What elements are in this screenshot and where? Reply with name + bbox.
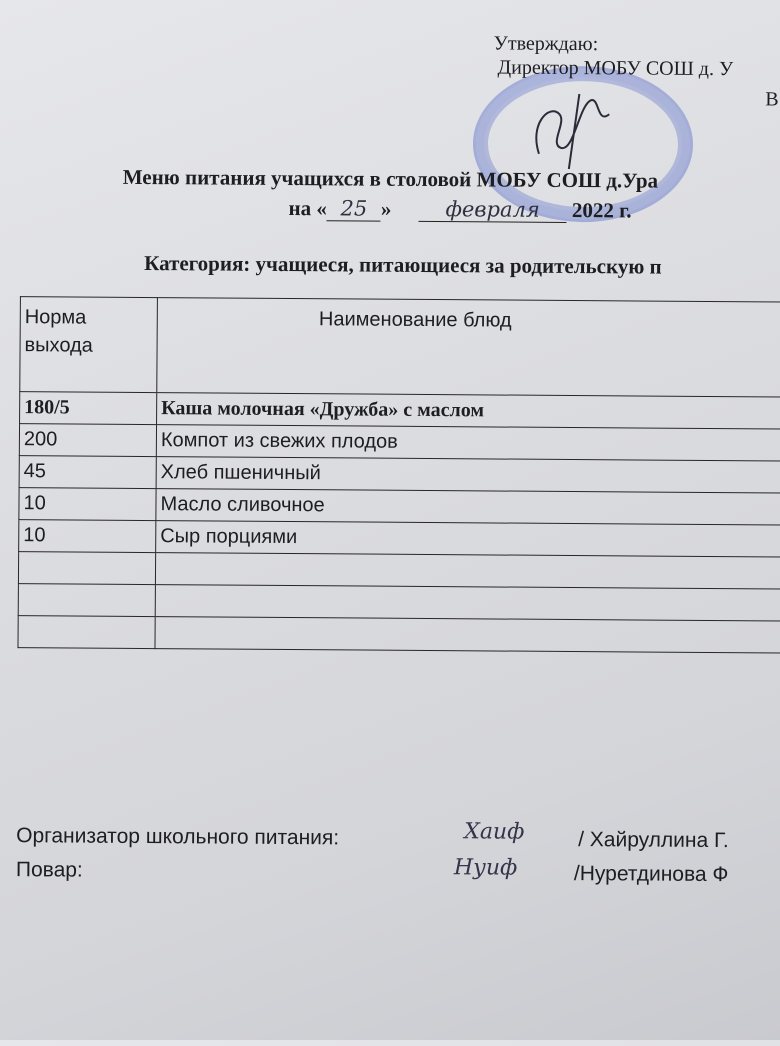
date-prefix: на « xyxy=(288,196,327,221)
row-norm xyxy=(18,552,155,585)
approval-line-1: Утверждаю: xyxy=(493,32,599,56)
row-dish: Компот из свежих плодов xyxy=(156,425,780,462)
date-year: 2022 г. xyxy=(571,197,632,223)
director-signature xyxy=(519,84,630,175)
organizer-label: Организатор школьного питания: xyxy=(16,824,340,850)
row-dish: Хлеб пшеничный xyxy=(156,457,780,494)
row-dish xyxy=(155,553,780,590)
row-norm: 200 xyxy=(19,424,156,457)
approval-line-2: Директор МОБУ СОШ д. У xyxy=(497,56,734,81)
date-middle: » xyxy=(380,196,392,221)
organizer-name: / Хайруллина Г. xyxy=(578,828,729,853)
row-norm: 10 xyxy=(19,520,156,553)
menu-table xyxy=(17,296,780,654)
table-row xyxy=(18,616,780,654)
header-norm: Норма выхода xyxy=(20,297,158,393)
organizer-signature: Хаиф xyxy=(464,819,525,845)
table-header-row xyxy=(20,297,780,398)
header-dish: Наименование блюд xyxy=(157,298,780,398)
row-dish: Сыр порциями xyxy=(156,521,780,558)
date-day: 25 xyxy=(327,196,381,221)
row-norm xyxy=(18,584,155,617)
approval-block xyxy=(493,31,779,111)
row-dish xyxy=(155,585,780,622)
date-month: февраля xyxy=(419,197,567,223)
category-label: Категория: учащиеся, питающиеся за родительскую п xyxy=(144,251,662,279)
row-norm: 180/5 xyxy=(20,392,157,425)
approval-line-3: В xyxy=(765,88,779,111)
row-dish: Каша молочная «Дружба» с маслом xyxy=(157,393,780,430)
cook-label: Повар: xyxy=(15,858,83,882)
menu-date xyxy=(288,196,631,223)
row-dish xyxy=(155,617,780,654)
row-dish: Масло сливочное xyxy=(156,489,780,526)
row-norm: 45 xyxy=(19,456,156,489)
cook-signature: Нуиф xyxy=(453,855,518,881)
cook-name: /Нуретдинова Ф xyxy=(573,862,729,887)
menu-title: Меню питания учащихся в столовой МОБУ СОШ д.Ура xyxy=(122,164,659,193)
row-norm: 10 xyxy=(19,488,156,521)
row-norm xyxy=(18,616,155,649)
